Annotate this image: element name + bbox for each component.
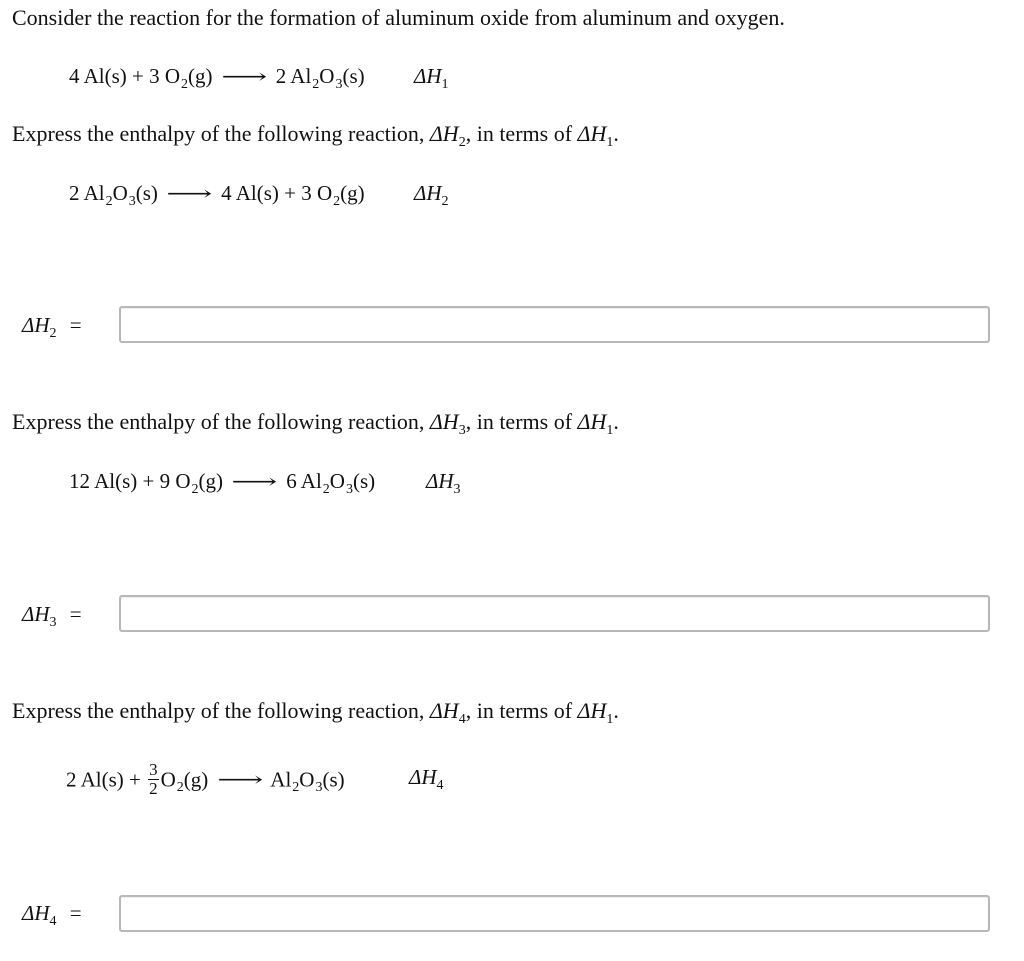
- reaction-3-equation: 12 Al(s) + 9 $O_2(g)$ ⟶ 6 $Al_2O_3(s)$: [69, 469, 376, 497]
- question-3-prompt: Express the enthalpy of the following reaction, $\Delta H_3$, in terms of $\Delta H_1$.: [12, 409, 619, 438]
- reaction-3-enthalpy: $\Delta H_3$: [426, 469, 461, 497]
- reaction-arrow-icon: ⟶: [216, 769, 263, 792]
- reaction-arrow-icon: ⟶: [166, 183, 213, 205]
- answer-4-label: $\Delta H_4$ =: [22, 901, 82, 929]
- reaction-2-equation: 2 $Al_2O_3(s)$ ⟶ 4 Al(s) + 3 $O_2(g)$: [69, 181, 365, 209]
- question-2-prompt: Express the enthalpy of the following reaction, $\Delta H_2$, in terms of $\Delta H_1$.: [12, 121, 619, 150]
- reaction-1-equation: 4 Al(s) + 3 $O_2(g)$ ⟶ 2 $Al_2O_3(s)$: [69, 64, 365, 92]
- reaction-1-enthalpy: $\Delta H_1$: [414, 64, 449, 92]
- answer-2-input[interactable]: [119, 306, 990, 343]
- reaction-4-equation: 2 Al(s) + $\frac{3}{2}$ $O_2(g)$ ⟶ $Al_2O_3(s)$: [66, 760, 345, 798]
- answer-4-input[interactable]: [119, 895, 990, 932]
- question-4-prompt: Express the enthalpy of the following reaction, $\Delta H_4$, in terms of $\Delta H_1$.: [12, 698, 619, 727]
- answer-3-input[interactable]: [119, 595, 990, 632]
- fraction-three-halves: $\frac{3}{2}$: [149, 760, 158, 798]
- reaction-2-enthalpy: $\Delta H_2$: [414, 181, 449, 209]
- reaction-arrow-icon: ⟶: [231, 471, 278, 493]
- answer-3-label: $\Delta H_3$ =: [22, 602, 82, 630]
- answer-2-label: $\Delta H_2$ =: [22, 313, 82, 341]
- intro-text: Consider the reaction for the formation of aluminum oxide from aluminum and oxygen.: [12, 5, 785, 30]
- reaction-4-enthalpy: $\Delta H_4$: [409, 765, 444, 793]
- reaction-arrow-icon: ⟶: [221, 66, 268, 88]
